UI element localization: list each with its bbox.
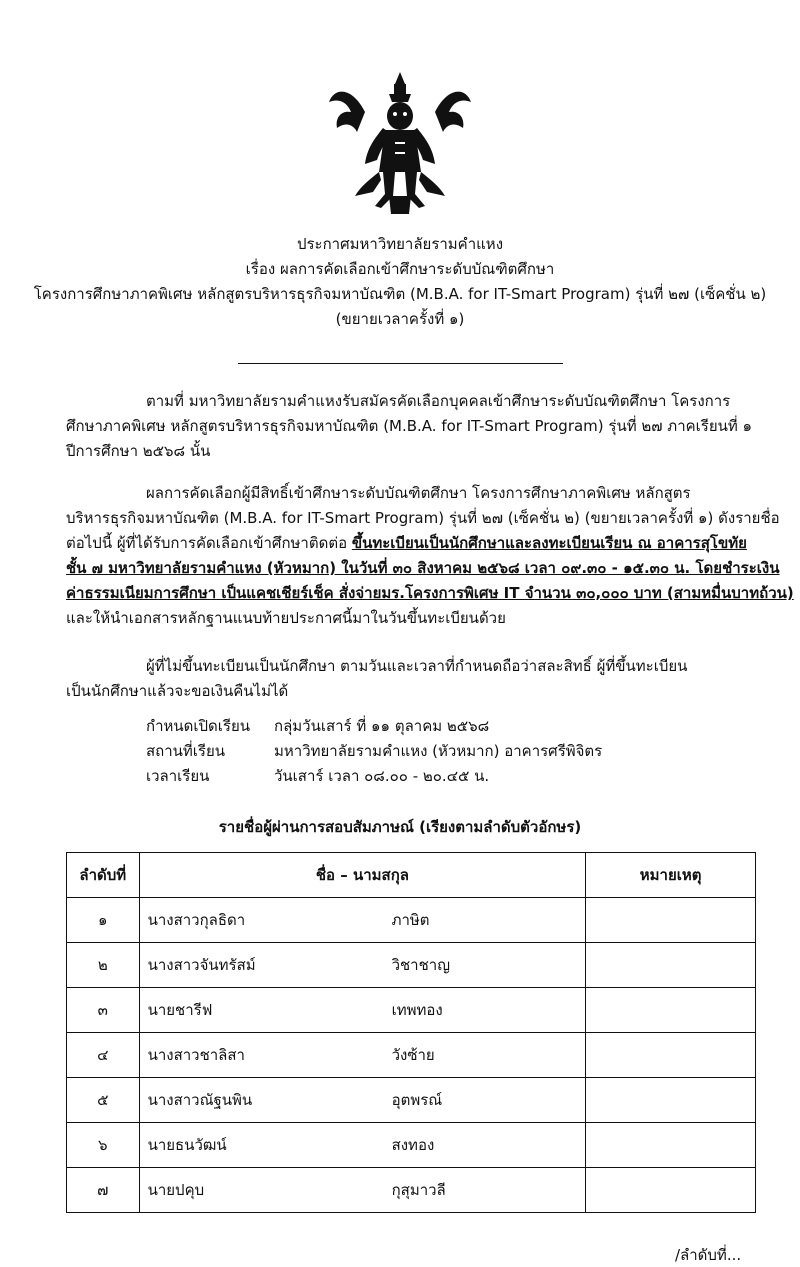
registration-instruction: ขึ้นทะเบียนเป็นนักศึกษาและลงทะเบียนเรียน ณ อาคารสุโขทัย <box>351 534 747 552</box>
paragraph-forfeit: ผู้ที่ไม่ขึ้นทะเบียนเป็นนักศึกษา ตามวันและเวลาที่กำหนดถือว่าสละสิทธิ์ ผู้ที่ขึ้นทะเบียน เป็นนักศึกษาแล้วจะขอเงินคืนไม่ได้ <box>66 657 688 700</box>
table-row: ๖ นายธนวัฒน์ สงทอง <box>67 1123 756 1168</box>
table-row: ๕ นางสาวณัฐนพิน อุตพรณ์ <box>67 1078 756 1123</box>
passed-candidates-table <box>66 852 756 1213</box>
table-title: รายชื่อผู้ผ่านการสอบสัมภาษณ์ (เรียงตามลำดับตัวอักษร) <box>218 818 582 836</box>
column-header-name: ชื่อ – นามสกุล <box>139 853 586 898</box>
column-header-no: ลำดับที่ <box>67 853 140 898</box>
table-row: ๒ นางสาวจันทรัสม์ วิชาชาญ <box>67 943 756 988</box>
announcement-header <box>0 232 800 332</box>
schedule-row: เวลาเรียน วันเสาร์ เวลา ๐๘.๐๐ - ๒๐.๔๕ น. <box>146 767 490 785</box>
subject-line: เรื่อง ผลการคัดเลือกเข้าศึกษาระดับบัณฑิตศึกษา <box>245 260 555 278</box>
paragraph-intro: ตามที่ มหาวิทยาลัยรามคำแหงรับสมัครคัดเลือกบุคคลเข้าศึกษาระดับบัณฑิตศึกษา โครงการ ศึกษาภาคพิเศษ หลักสูตรบริหารธุรกิจมหาบัณฑิต (M.B.A. for IT-Smart Program) รุ่นที่ ๒๗ ภาคเรียนที่ ๑ ปีการศึกษา ๒๕๖๘ นั้น <box>66 392 753 460</box>
garuda-emblem-icon <box>325 68 475 218</box>
paragraph-results: ผลการคัดเลือกผู้มีสิทธิ์เข้าศึกษาระดับบัณฑิตศึกษา โครงการศึกษาภาคพิเศษ หลักสูตร บริหารธุรกิจมหาบัณฑิต (M.B.A. for IT-Smart Program) รุ่นที่ ๒๗ (เซ็คชั่น ๒) (ขยายเวลาครั้งที่ ๑) ดังรายชื่อ ต่อไปนี้ ผู้ที่ได้รับการคัดเลือกเข้าศึกษาติดต่อ ขึ้นทะเบียนเป็นนักศึกษาและลงทะเบียนเรียน ณ อาคารสุโขทัย ชั้น ๗ มหาวิทยาลัยรามคำแหง (หัวหมาก) ในวันที่ ๓๐ สิงหาคม ๒๕๖๘ เวลา ๐๙.๓๐ - ๑๕.๓๐ น. โดยชำระเงิน ค่าธรรมเนียมการศึกษา เป็นแคชเชียร์เช็ค สั่งจ่ายมร.โครงการพิเศษ IT จำนวน ๓๐,๐๐๐ บาท (สามหมื่นบาทถ้วน) และให้นำเอกสารหลักฐานแนบท้ายประกาศนี้มาในวันขึ้นทะเบียนด้วย <box>66 484 794 627</box>
column-header-note: หมายเหตุ <box>586 853 756 898</box>
table-row: ๔ นางสาวชาลิสา วังซ้าย <box>67 1033 756 1078</box>
class-schedule <box>146 714 602 789</box>
table-row: ๓ นายชารีฟ เทพทอง <box>67 988 756 1033</box>
schedule-row: สถานที่เรียน มหาวิทยาลัยรามคำแหง (หัวหมาก) อาคารศรีพิจิตร <box>146 742 603 760</box>
schedule-row: กำหนดเปิดเรียน กลุ่มวันเสาร์ ที่ ๑๑ ตุลาคม ๒๕๖๘ <box>146 717 490 735</box>
issuer-title: ประกาศมหาวิทยาลัยรามคำแหง <box>296 235 504 253</box>
table-header-row <box>67 853 756 898</box>
continued-marker: /ลำดับที่... <box>675 1246 742 1264</box>
table-row: ๑ นางสาวกุลธิดา ภาษิต <box>67 898 756 943</box>
program-line: โครงการศึกษาภาคพิเศษ หลักสูตรบริหารธุรกิจมหาบัณฑิต (M.B.A. for IT-Smart Program) รุ่นที่ ๒๗ (เซ็คชั่น ๒) <box>33 285 767 303</box>
extension-line: (ขยายเวลาครั้งที่ ๑) <box>335 310 465 328</box>
header-divider <box>238 363 563 364</box>
table-row: ๗ นายปคุบ กุสุมาวลี <box>67 1168 756 1213</box>
